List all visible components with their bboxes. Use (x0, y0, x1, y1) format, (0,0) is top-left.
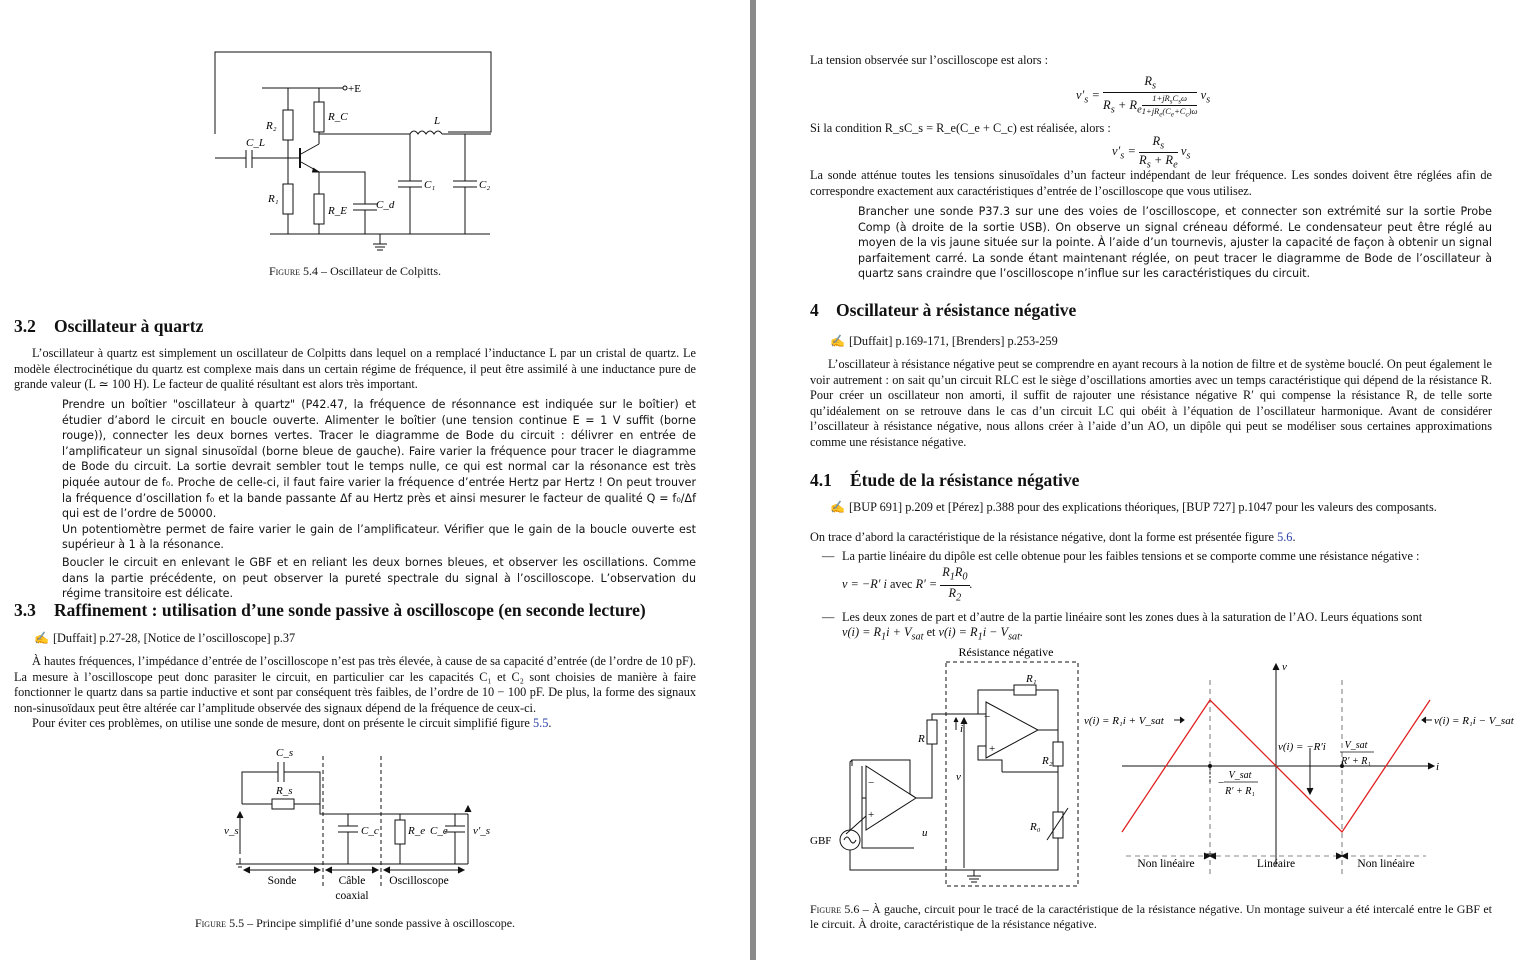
characteristic-plot (1084, 660, 1530, 876)
label-rc: R_C (328, 111, 348, 123)
bullet-list (810, 549, 1492, 645)
references-text: [Duffait] p.169-171, [Brenders] p.253-259 (848, 334, 1058, 348)
section-3-2-paragraph: L’oscillateur à quartz est simplement un oscillateur de Colpitts dans lequel on a remplacé l’inductance L par un cristal de quartz. Le modèle électrocinétique du quartz est complexe mais dans un certain régime de fréquence, il peut être assimilé à une inductance pure de grande valeur (L ≃ 100 H). Le facteur de qualité résultant est alors très important. (14, 346, 696, 392)
axis-label-v: v (1282, 661, 1287, 673)
eq-rhs: $v_s$ (1200, 88, 1211, 106)
equation-right: v(i) = R₁i − V_sat (1434, 715, 1514, 727)
section-title: Raffinement : utilisation d’une sonde passive à oscilloscope (en seconde lecture) (54, 600, 646, 620)
list-item-equation: $v(i) = R_1i + V_{sat}$ et $v(i) = R_1i - V_{sat}$. (842, 625, 1024, 643)
frac-bottom-num: V_sat (1228, 770, 1252, 781)
section-title: Étude de la résistance négative (850, 470, 1080, 490)
label-cl: C_L (246, 137, 265, 149)
caption-label: Figure 5.4 – (268, 264, 328, 278)
label-re: R_E (328, 205, 347, 217)
section-number: 3.3 (14, 600, 36, 620)
label-coaxial: coaxial (335, 890, 369, 902)
frac-bottom-den: R′ + R₁ (1225, 786, 1255, 797)
text-run: . (548, 716, 552, 730)
references-text: [Duffait] p.27-28, [Notice de l’oscilloscope] p.37 (52, 631, 296, 645)
label-cable: Câble (338, 875, 366, 887)
eq-lhs: $v'_s$ = (1076, 88, 1100, 106)
label-cs: C_s (276, 747, 294, 759)
figure-link[interactable]: 5.6 (1277, 530, 1293, 544)
manip-block-quartz (62, 397, 696, 602)
section-number: 4 (810, 300, 819, 320)
colpitts-circuit-diagram (200, 44, 510, 258)
section-3-3-paragraph-2 (14, 716, 696, 732)
label-i: i (960, 723, 964, 735)
minus-sign: − (1218, 777, 1225, 789)
eq-inner-num: $1+jR_sC_s\omega$ (1142, 93, 1198, 107)
section-3-2-heading (14, 316, 203, 337)
references-line (34, 631, 295, 647)
manip-paragraph-3: Boucler le circuit en enlevant le GBF et en reliant les deux bornes bleues, et observer les oscillations. Comme dans la partie précédente, on peut observer la pureté spectrale du signal à l’oscilloscope. L’observation du régime transitoire est délicate. (62, 555, 696, 601)
label-ce: C_e (430, 825, 448, 837)
frac-top-den: R′ + R₁ (1341, 756, 1371, 767)
caption-label: Figure 5.5 – (194, 916, 254, 930)
section-4-paragraph: L’oscillateur à résistance négative peut se comprendre en ayant recours à la notion de filtre et de système bouclé. On peut également le voir autrement : on sait qu’un circuit RLC est le siège d’oscillations amorties avec un temps caractéristique qui dépend de la résistance R. Pour créer un oscillateur non amorti, il suffit de rajouter une résistance négative R′ qui compense la résistance R, de telle sorte qu’idéalement on se retrouve dans le cas d’un circuit LC qui obéit à l’équation de l’oscillateur harmonique. Avant de considérer l’oscillateur à résistance négative, nous allons créer à l’aide d’un AO, un dipôle qui peut se modéliser sous certaines approximations comme une résistance négative. (810, 357, 1492, 449)
label-vs: v_s (224, 825, 239, 837)
left-page (0, 0, 750, 960)
figure-5-6-caption (810, 902, 1492, 932)
list-item-equation: v = −R′ i avec R′ = $\frac{R_1R_0}{R_2}$ . (842, 577, 973, 591)
label-cd: C_d (376, 199, 395, 211)
label-oscilloscope: Oscilloscope (389, 875, 449, 887)
label-negative-resistance: Résistance négative (958, 645, 1054, 659)
section-4-1-paragraph (810, 530, 1492, 546)
label-c1: C₁ (424, 179, 436, 191)
caption-label: Figure 5.6 – (810, 902, 869, 916)
references-line (830, 334, 1058, 350)
label-r1: R₁ (268, 193, 279, 205)
eq-den: $R_s + R_e$ $\frac{1+jR_sC_s\omega}{1+jR_e(C_e+C_c)\omega}$ (1103, 92, 1198, 119)
label-sonde: Sonde (267, 875, 297, 887)
plus-sign: + (989, 743, 996, 755)
manip-paragraph-1: Prendre un boîtier "oscillateur à quartz" (P42.47, la fréquence de résonnance est indiquée sur le boîtier) et étudier d’abord le circuit en boucle ouverte. Alimenter le boîtier (une tension continue E = 1 V suffit (borne rouge)), connecter les deux bornes vertes. Tracer le diagramme de Bode du circuit : délivrer en entrée de l’amplificateur un signal sinusoïdal (borne bleue de gauche). Faire varier la fréquence pour tracer le diagramme de Bode du circuit. La sortie devrait sembler tout le temps nulle, ce qui est normal car la résonance est très piquée autour de f₀. Proche de celle-ci, il faut faire varier la fréquence d’entrée Hertz par Hertz ! On peut trouver la fréquence d’oscillation f₀ et la bande passante Δf au Hertz près et ainsi mesurer le facteur de qualité Q = f₀/Δf qui est de l’ordre de 50000. (62, 398, 696, 521)
eq-inner-den: $1+jR_e(C_e+C_c)\omega$ (1141, 106, 1198, 119)
section-number: 4.1 (810, 470, 832, 490)
eq-rhs: $v_s$ (1180, 143, 1191, 162)
label-gbf: GBF (810, 835, 832, 847)
plus-sign: + (868, 809, 875, 821)
eq-den: $R_s + R_e$ (1139, 152, 1178, 170)
caption-text: À gauche, circuit pour le tracé de la caractéristique de la résistance négative. Un montage suiveur a été intercalé entre le GBF et le circuit. À droite, caractéristique de la résistance négative. (810, 902, 1493, 931)
label-r2: R₂ (266, 120, 277, 132)
section-3-3-heading (14, 600, 646, 621)
eq-num: $R_s$ (1103, 74, 1197, 93)
axis-label-i: i (1436, 761, 1440, 773)
equation-probe-full (1076, 74, 1210, 119)
eq-den: $R_2$ (948, 585, 962, 604)
eq-num: $R_s$ (1139, 134, 1178, 153)
label-r0: R₀ (1030, 821, 1041, 833)
label-u: u (922, 827, 928, 839)
condition-paragraph: Si la condition R_sC_s = R_e(C_e + C_c) est réalisée, alors : (810, 121, 1111, 135)
section-4-1-heading (810, 470, 1079, 491)
label-r1: R₁ (1026, 673, 1037, 685)
label-rs: R_s (276, 785, 293, 797)
equation-probe-simplified (1112, 134, 1190, 170)
label-r2: R₂ (1042, 755, 1053, 767)
zone-label-left: Non linéaire (1137, 858, 1195, 870)
right-page (756, 0, 1532, 960)
text-run: On trace d’abord la caractéristique de la résistance négative, dont la forme est présentée figure (810, 530, 1274, 544)
list-item (810, 549, 1492, 606)
equation-left: v(i) = R₁i + V_sat (1084, 715, 1164, 727)
label-plus-e: +E (348, 83, 361, 95)
manip-paragraph-2: Un potentiomètre permet de faire varier le gain de l’amplificateur. Vérifier que le gain de la boucle ouverte est supérieur à 1 à la résonance. (62, 522, 696, 552)
figure-link[interactable]: 5.5 (532, 716, 549, 730)
figure-5-5-caption (100, 916, 610, 931)
references-line (830, 500, 1492, 516)
list-item-text: La partie linéaire du dipôle est celle obtenue pour les faibles tensions et se comporte comme une résistance négative : (842, 549, 1420, 563)
text-run: Pour éviter ces problèmes, on utilise une sonde de mesure, dont on présente le circuit simplifié figure (32, 716, 530, 730)
references-text: [BUP 691] p.209 et [Pérez] p.388 pour des explications théoriques, [BUP 727] p.1047 pour les valeurs des composants. (848, 500, 1437, 514)
eq-lhs: $v'_s$ = (1112, 143, 1136, 162)
probe-circuit-diagram (220, 744, 510, 908)
manip-block-probe: Brancher une sonde P37.3 sur une des voies de l’oscilloscope, et connecter son extrémité sur la sortie Probe Comp (à droite de la sortie USB). On observe un signal créneau déformé. Le condensateur peut être réglé au moyen de la vis jaune située sur la pointe. À l’aide d’un tournevis, ajuster la capacité de façon à obtenir un signal parfaitement carré. La sonde étant maintenant réglée, on peut tracer le diagramme de Bode de l’oscillateur à quartz sans craindre que l’oscilloscope n’influe sur les caractéristiques du circuit. (858, 205, 1492, 281)
label-c2: C₂ (479, 179, 491, 191)
eq-fraction (940, 565, 969, 606)
list-item-text: Les deux zones de part et d’autre de la partie linéaire sont les zones dues à la saturation de l’AO. Leurs équations sont (842, 609, 1423, 624)
section-3-3-paragraph: À hautes fréquences, l’impédance d’entrée de l’oscilloscope n’est pas très élevée, à cause de sa capacité d’entrée (de l’ordre de 10 pF). La mesure à l’oscilloscope peut donc parasiter le circuit, en particulier car les capacités C₁ et C₂ sont choisies de manière à faire fonctionner le quartz dans sa partie inductive et sont par conséquent très faibles, de l’ordre de 10 − 100 pF. De plus, la forme des signaux non-sinusoïdaux peut être altérée car l’amplitude observée des signaux dépend de la fréquence de ceux-ci. (14, 654, 696, 715)
section-4-heading (810, 300, 1076, 321)
pen-icon: ✍ (830, 500, 845, 514)
pen-icon: ✍ (830, 334, 845, 348)
label-v: v (956, 771, 961, 783)
section-title: Oscillateur à résistance négative (836, 300, 1077, 320)
frac-top-num: V_sat (1344, 740, 1368, 751)
caption-text: Oscillateur de Colpitts. (330, 264, 442, 278)
eq-fraction (1139, 134, 1178, 170)
minus-sign: − (868, 777, 875, 789)
zone-label-right: Non linéaire (1357, 858, 1415, 870)
eq-inner-fraction (1142, 93, 1198, 119)
zone-label-middle: Linéaire (1256, 858, 1296, 870)
label-cc: C_c (361, 825, 379, 837)
figure-5-4-caption (200, 264, 510, 279)
label-r: R (918, 733, 925, 745)
section-number: 3.2 (14, 316, 36, 336)
label-re: R_e (408, 825, 426, 837)
negative-resistance-circuit (806, 640, 1096, 894)
intro-paragraph: La tension observée sur l’oscilloscope est alors : (810, 53, 1049, 67)
eq-fraction (1103, 74, 1197, 119)
equation-middle: v(i) = −R′i (1278, 741, 1326, 753)
minus-sign: − (984, 711, 991, 723)
text-run: . (1292, 530, 1296, 544)
pen-icon: ✍ (34, 631, 49, 645)
caption-text: Principe simplifié d’une sonde passive à oscilloscope. (256, 916, 516, 930)
label-l: L (434, 115, 441, 127)
eq-num: $R_1R_0$ (940, 565, 969, 586)
section-title: Oscillateur à quartz (54, 316, 204, 336)
label-vsp: v′_s (473, 825, 491, 837)
attenuation-paragraph: La sonde atténue toutes les tensions sinusoïdales d’un facteur indépendant de leur fréquence. Les sondes doivent être réglées afin de correspondre exactement aux caractéristiques d’entrée de l’oscilloscope que vous utilisez. (810, 168, 1492, 198)
